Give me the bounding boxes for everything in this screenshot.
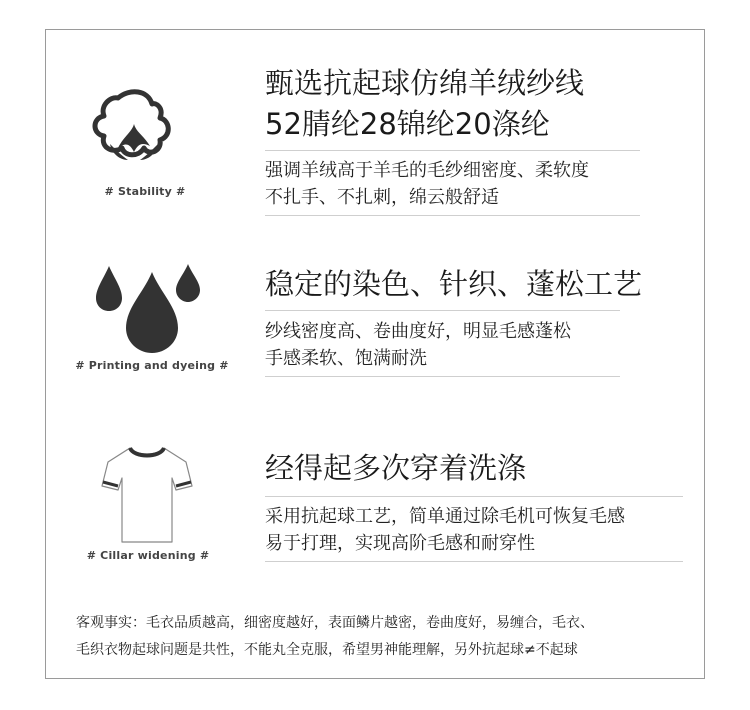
tshirt-icon [100,444,194,550]
section-1-divider-top [265,150,640,151]
stability-caption: # Stability # [104,185,186,198]
footnote-line-1: 客观事实：毛衣品质越高，细密度越好，表面鳞片越密，卷曲度好，易缠合，毛衣、 [76,615,594,631]
section-1-title-line-1: 甄选抗起球仿绵羊绒纱线 [265,66,585,100]
section-3-desc-line-1: 采用抗起球工艺，简单通过除毛机可恢复毛感 [265,506,625,527]
section-2-desc-line-1: 纱线密度高、卷曲度好，明显毛感蓬松 [265,321,571,342]
footnote [76,610,594,664]
section-1-desc-line-1: 强调羊绒高于羊毛的毛纱细密度、柔软度 [265,160,589,181]
section-3-title: 经得起多次穿着洗涤 [265,451,527,485]
section-1-desc-line-2: 不扎手、不扎刺，绵云般舒适 [265,187,499,208]
section-1-title-line-2: 52腈纶28锦纶20涤纶 [265,107,550,141]
printing-dyeing-caption: # Printing and dyeing # [75,359,229,372]
footnote-line-2: 毛织衣物起球问题是共性，不能丸全克服，希望男神能理解，另外抗起球≠不起球 [76,642,578,658]
section-2-divider-top [265,310,620,311]
section-2-title: 稳定的染色、针织、蓬松工艺 [265,267,643,301]
section-3-divider-bottom [265,561,683,562]
section-3-divider-top [265,496,683,497]
collar-widening-caption: # Cillar widening # [86,549,210,562]
section-1-divider-bottom [265,215,640,216]
section-2-desc-line-2: 手感柔软、饱满耐洗 [265,348,427,369]
cotton-icon [88,86,178,180]
section-3-desc-line-2: 易于打理，实现高阶毛感和耐穿性 [265,533,535,554]
water-drops-icon [96,262,204,358]
section-2-divider-bottom [265,376,620,377]
